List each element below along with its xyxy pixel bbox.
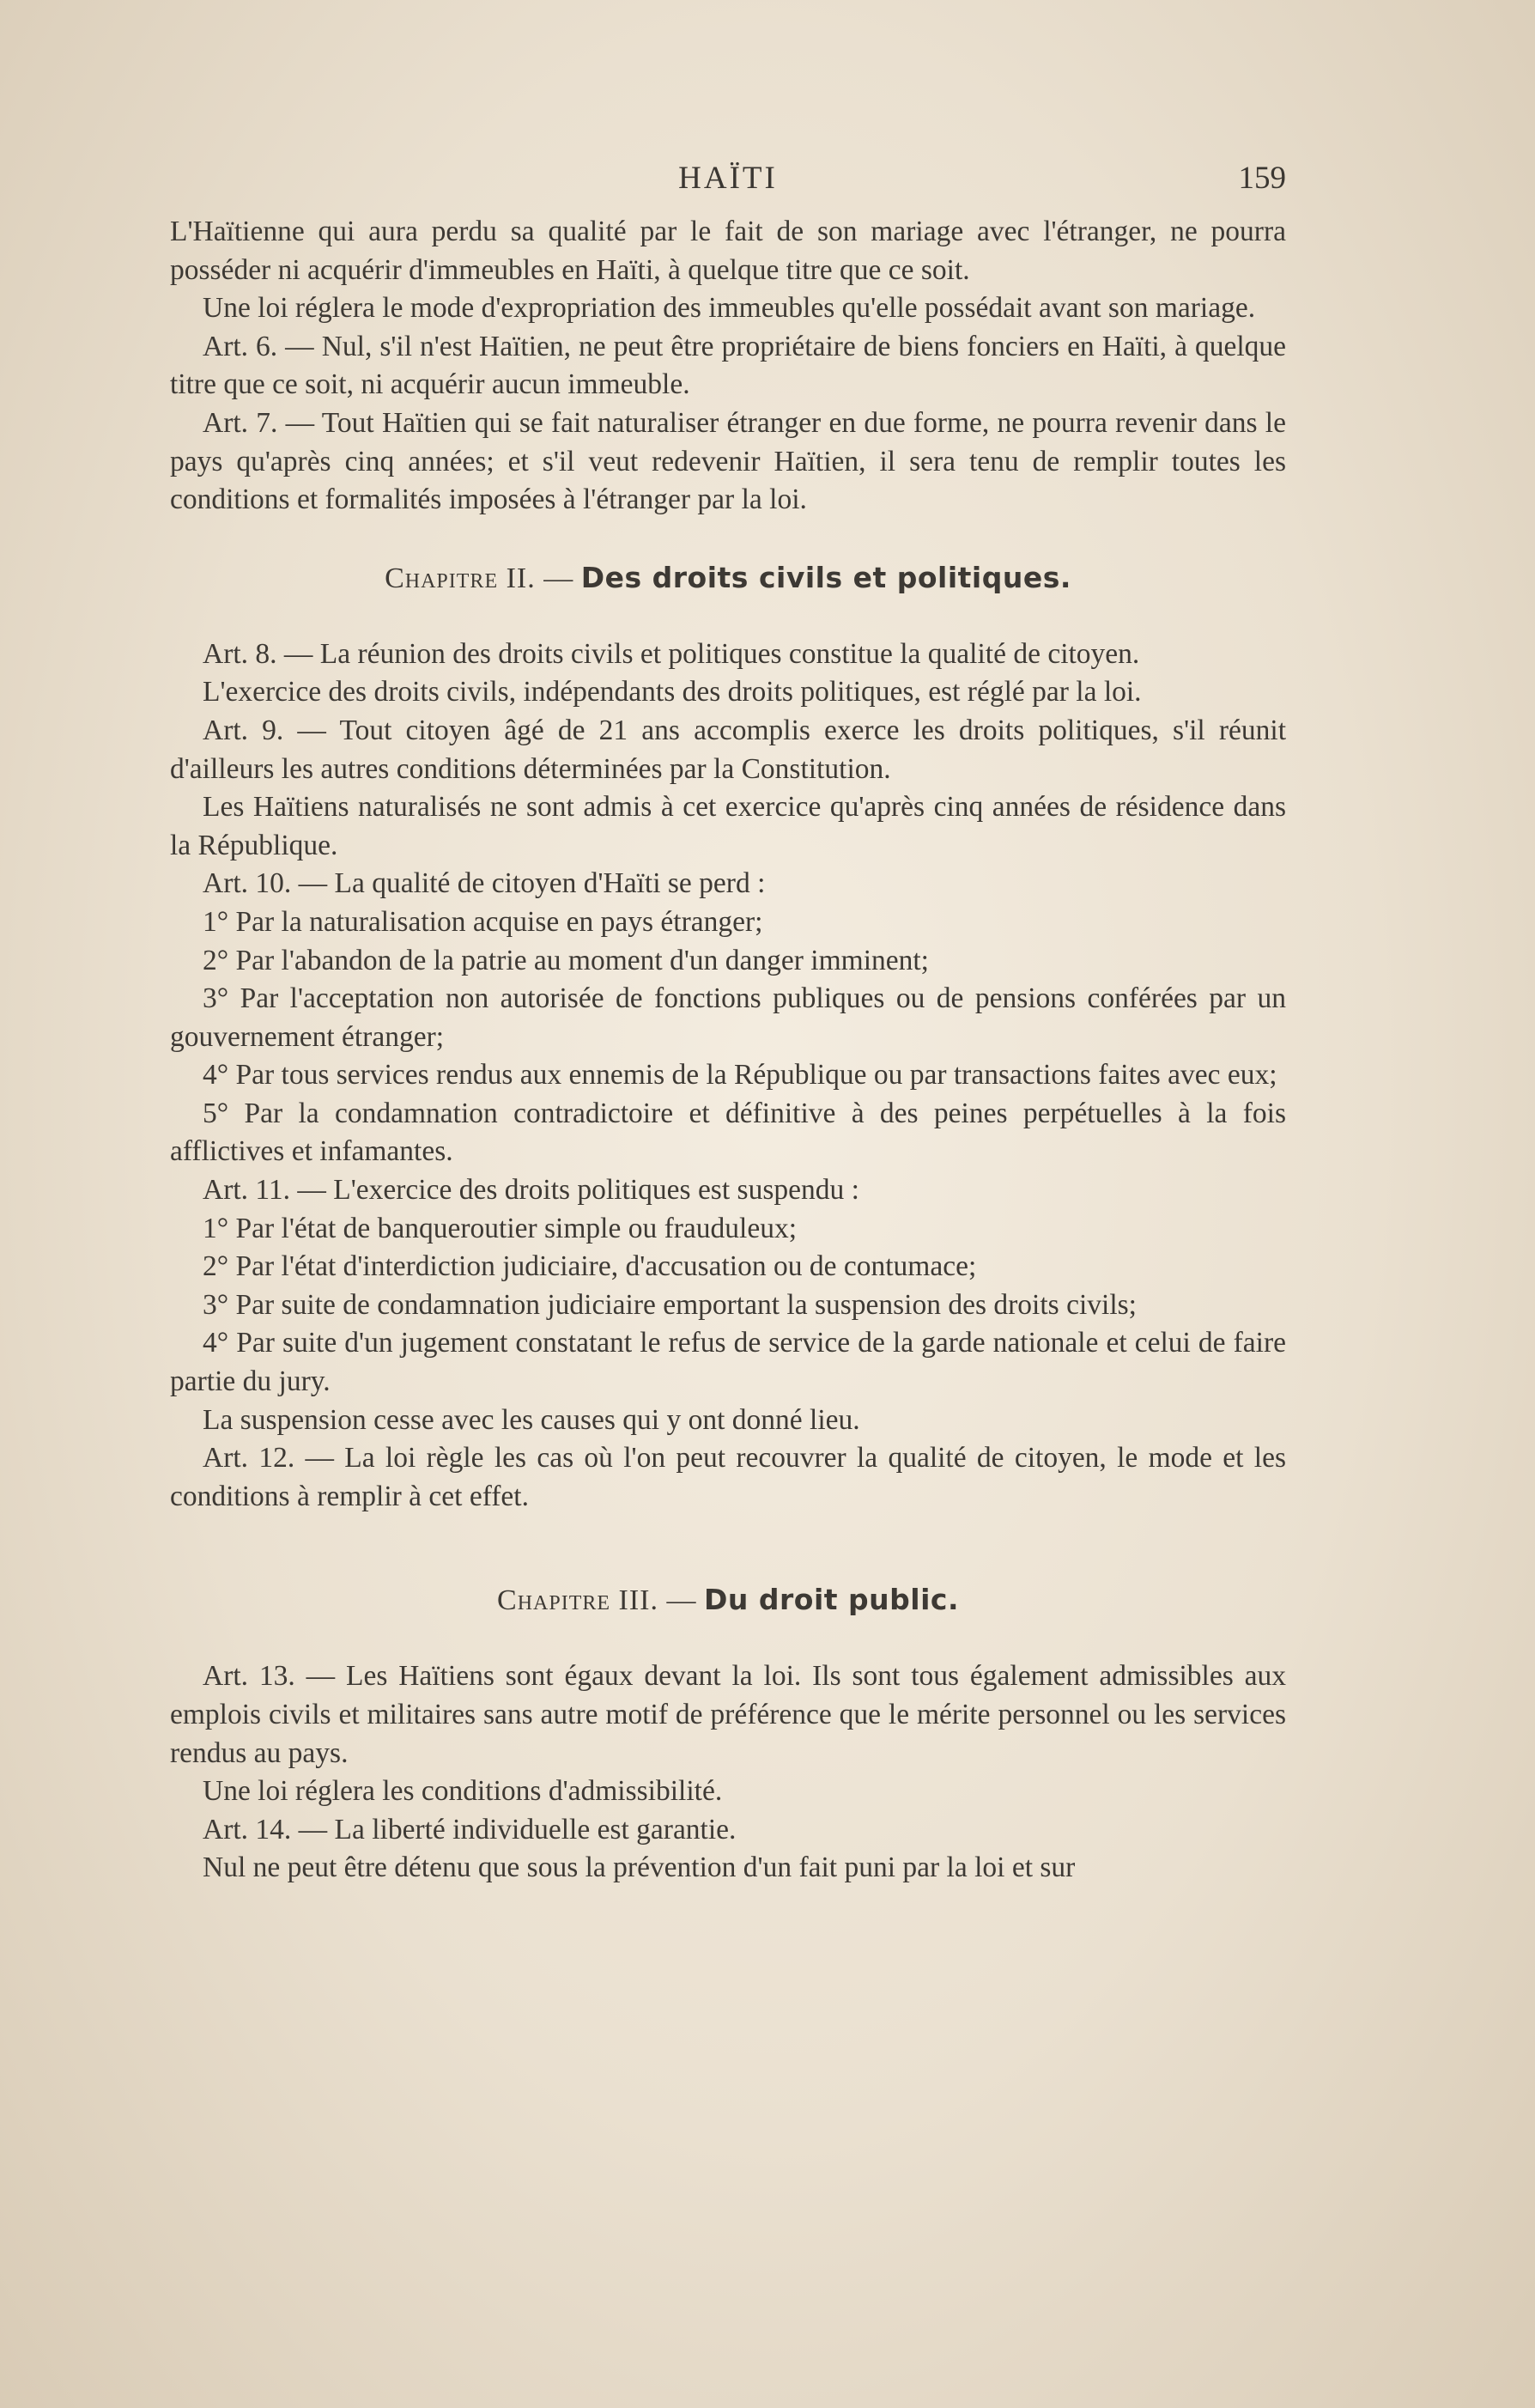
chapter-title: Du droit public. (704, 1583, 959, 1617)
list-item: 5° Par la condamnation contradictoire et définitive à des peines perpétuelles à la fois afflictives et infamantes. (170, 1097, 1286, 1168)
paragraph: Art. 12. — La loi règle les cas où l'on peut recouvrer la qualité de citoyen, le mode et les conditions à remplir à cet effet. (170, 1442, 1286, 1512)
running-head (170, 160, 1286, 198)
chapter-heading-3 (170, 1581, 1286, 1620)
chapter-heading-2 (170, 559, 1286, 598)
list-item: 1° Par la naturalisation acquise en pays étranger; (203, 905, 763, 938)
paragraph: Une loi réglera les conditions d'admissibilité. (203, 1775, 723, 1808)
list-item: 4° Par tous services rendus aux ennemis de la République ou par transactions faites avec eux; (203, 1059, 1277, 1092)
paragraph: Une loi réglera le mode d'expropriation des immeubles qu'elle possédait avant son mariage. (203, 292, 1256, 325)
paragraph: Art. 10. — La qualité de citoyen d'Haïti se perd : (203, 867, 766, 900)
chapter-label: Chapitre III. — (497, 1584, 697, 1617)
paragraph: L'Haïtienne qui aura perdu sa qualité par le fait de son mariage avec l'étranger, ne pourra posséder ni acquérir d'immeubles en Haïti, à quelque titre que ce soit. (170, 216, 1286, 286)
list-item: 3° Par suite de condamnation judiciaire emportant la suspension des droits civils; (203, 1288, 1137, 1321)
paragraph: Art. 7. — Tout Haïtien qui se fait naturaliser étranger en due forme, ne pourra revenir dans le pays qu'après cinq années; et s'il veut redevenir Haïtien, il sera tenu de remplir toutes les conditions et formalités imposées à l'étranger par la loi. (170, 406, 1286, 516)
chapter-title: Des droits civils et politiques. (580, 560, 1071, 594)
list-item: 4° Par suite d'un jugement constatant le refus de service de la garde nationale et celui de faire partie du jury. (170, 1327, 1286, 1398)
list-item: 1° Par l'état de banqueroutier simple ou frauduleux; (203, 1212, 798, 1244)
list-item: 2° Par l'abandon de la patrie au moment d'un danger imminent; (203, 944, 929, 976)
list-item: 2° Par l'état d'interdiction judiciaire, d'accusation ou de contumace; (203, 1250, 977, 1283)
paragraph: Art. 9. — Tout citoyen âgé de 21 ans accomplis exerce les droits politiques, s'il réunit d'ailleurs les autres conditions déterminées par la Constitution. (170, 714, 1286, 785)
paragraph: Art. 14. — La liberté individuelle est garantie. (203, 1813, 737, 1846)
paragraph: Art. 6. — Nul, s'il n'est Haïtien, ne peut être propriétaire de biens fonciers en Haïti, à quelque titre que ce soit, ni acquérir aucun immeuble. (170, 330, 1286, 401)
paragraph: L'exercice des droits civils, indépendants des droits politiques, est réglé par la loi. (203, 676, 1142, 708)
list-item: 3° Par l'acceptation non autorisée de fonctions publiques ou de pensions conférées par un gouvernement étranger; (170, 982, 1286, 1053)
paragraph: La suspension cesse avec les causes qui y ont donné lieu. (203, 1403, 860, 1436)
paragraph: Art. 8. — La réunion des droits civils et politiques constitue la qualité de citoyen. (203, 637, 1140, 670)
paragraph: Art. 11. — L'exercice des droits politiques est suspendu : (203, 1174, 859, 1207)
page-body (170, 213, 1286, 1888)
page-number: 159 (1238, 161, 1286, 196)
chapter-label: Chapitre II. — (385, 562, 574, 594)
paragraph: Art. 13. — Les Haïtiens sont égaux devant la loi. Ils sont tous également admissibles aux emplois civils et militaires sans autre motif de préférence que le mérite personnel ou les services rendus au pays. (170, 1660, 1286, 1769)
paragraph: Les Haïtiens naturalisés ne sont admis à cet exercice qu'après cinq années de résidence dans la République. (170, 791, 1286, 861)
paragraph: Nul ne peut être détenu que sous la prévention d'un fait puni par la loi et sur (203, 1852, 1076, 1884)
running-title: HAÏTI (678, 161, 778, 196)
